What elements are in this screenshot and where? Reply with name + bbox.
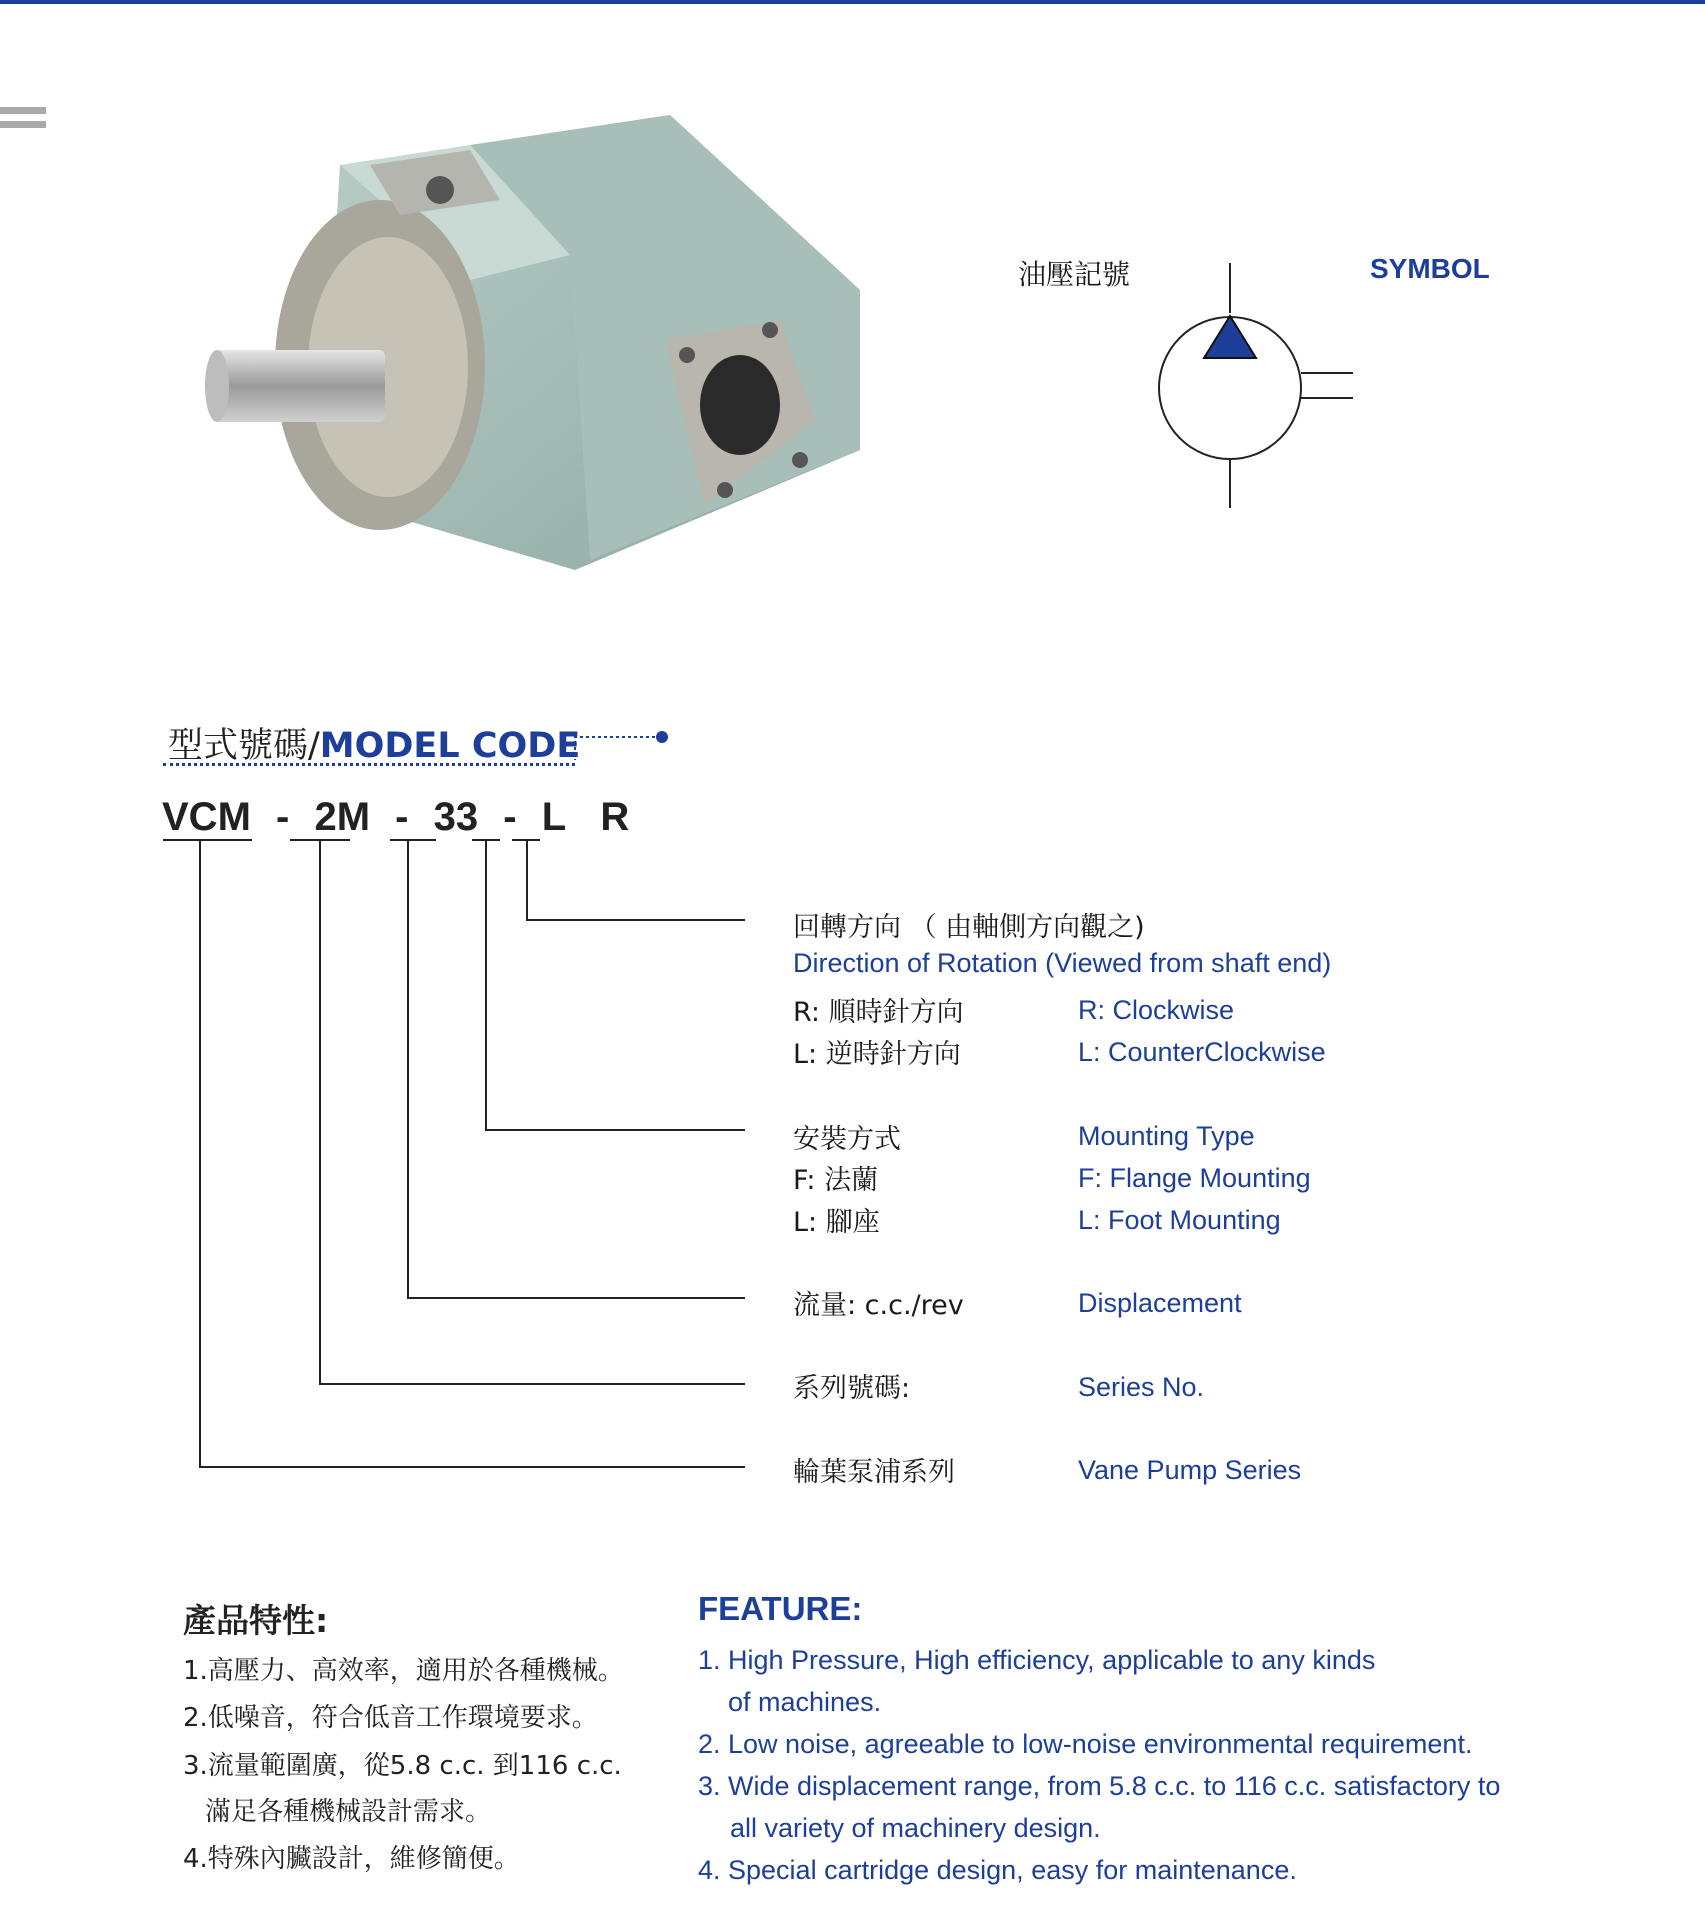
feature-en-item: all variety of machinery design. bbox=[730, 1813, 1101, 1843]
features-zh-title: 產品特性: bbox=[183, 1601, 329, 1640]
symbol-label-zh: 油壓記號 bbox=[1018, 258, 1131, 291]
series-no-en: Series No. bbox=[1078, 1372, 1205, 1402]
feature-zh-item: 3.流量範圍廣，從5.8 c.c. 到116 c.c. bbox=[183, 1751, 622, 1781]
feature-zh-item: 1.高壓力、高效率，適用於各種機械。 bbox=[183, 1656, 624, 1686]
feature-en-item: 3. Wide displacement range, from 5.8 c.c. to 116 c.c. satisfactory to bbox=[698, 1771, 1501, 1801]
feature-en-item: 1. High Pressure, High efficiency, applicable to any kinds bbox=[698, 1645, 1376, 1675]
code-series: VCM bbox=[162, 795, 251, 839]
model-code-heading-zh: 型式號碼/ bbox=[168, 726, 320, 766]
model-code-heading-en: MODEL CODE bbox=[319, 726, 581, 766]
code-dash: - bbox=[276, 795, 290, 839]
mounting-f-en: F: Flange Mounting bbox=[1078, 1163, 1311, 1193]
pump-series-en: Vane Pump Series bbox=[1078, 1455, 1302, 1485]
rotation-l-zh: L: 逆時針方向 bbox=[793, 1039, 961, 1070]
mounting-f-zh: F: 法蘭 bbox=[793, 1165, 879, 1196]
rotation-title-zh: 回轉方向 （ 由軸側方向觀之) bbox=[793, 912, 1145, 943]
rotation-l-en: L: CounterClockwise bbox=[1078, 1037, 1326, 1067]
code-dash: - bbox=[395, 795, 409, 839]
model-code-string bbox=[162, 795, 629, 840]
code-rotation: R bbox=[600, 795, 630, 839]
series-no-zh: 系列號碼: bbox=[793, 1373, 911, 1404]
hydraulic-pump-symbol bbox=[1150, 258, 1360, 513]
flow-direction-triangle-icon bbox=[1204, 316, 1256, 358]
code-displacement: 33 bbox=[433, 795, 479, 839]
pump-series-zh: 輪葉泵浦系列 bbox=[793, 1457, 955, 1488]
rotation-r-en: R: Clockwise bbox=[1078, 995, 1235, 1025]
feature-zh-item: 4.特殊內臟設計，維修簡便。 bbox=[183, 1844, 520, 1874]
code-dash: - bbox=[503, 795, 517, 839]
feature-en-item: of machines. bbox=[728, 1687, 882, 1717]
symbol-label-en: SYMBOL bbox=[1370, 253, 1490, 284]
code-series-no: 2M bbox=[314, 795, 371, 839]
feature-zh-item: 滿足各種機械設計需求。 bbox=[205, 1797, 492, 1827]
feature-en-item: 4. Special cartridge design, easy for maintenance. bbox=[698, 1855, 1297, 1885]
model-code-dotted-pointer bbox=[0, 0, 700, 760]
model-code-underline bbox=[163, 763, 575, 766]
mounting-title-en: Mounting Type bbox=[1078, 1121, 1255, 1151]
rotation-title-en: Direction of Rotation (Viewed from shaft end) bbox=[793, 948, 1332, 978]
displacement-en: Displacement bbox=[1078, 1288, 1242, 1318]
mounting-l-zh: L: 腳座 bbox=[793, 1207, 880, 1238]
code-mounting: L bbox=[541, 795, 567, 839]
displacement-zh: 流量: c.c./rev bbox=[793, 1290, 964, 1321]
feature-en-item: 2. Low noise, agreeable to low-noise environmental requirement. bbox=[698, 1729, 1473, 1759]
mounting-l-en: L: Foot Mounting bbox=[1078, 1205, 1281, 1235]
rotation-r-zh: R: 順時針方向 bbox=[793, 997, 964, 1028]
feature-zh-item: 2.低噪音，符合低音工作環境要求。 bbox=[183, 1703, 598, 1733]
features-en-title: FEATURE: bbox=[698, 1590, 863, 1627]
mounting-title-zh: 安裝方式 bbox=[793, 1124, 901, 1155]
